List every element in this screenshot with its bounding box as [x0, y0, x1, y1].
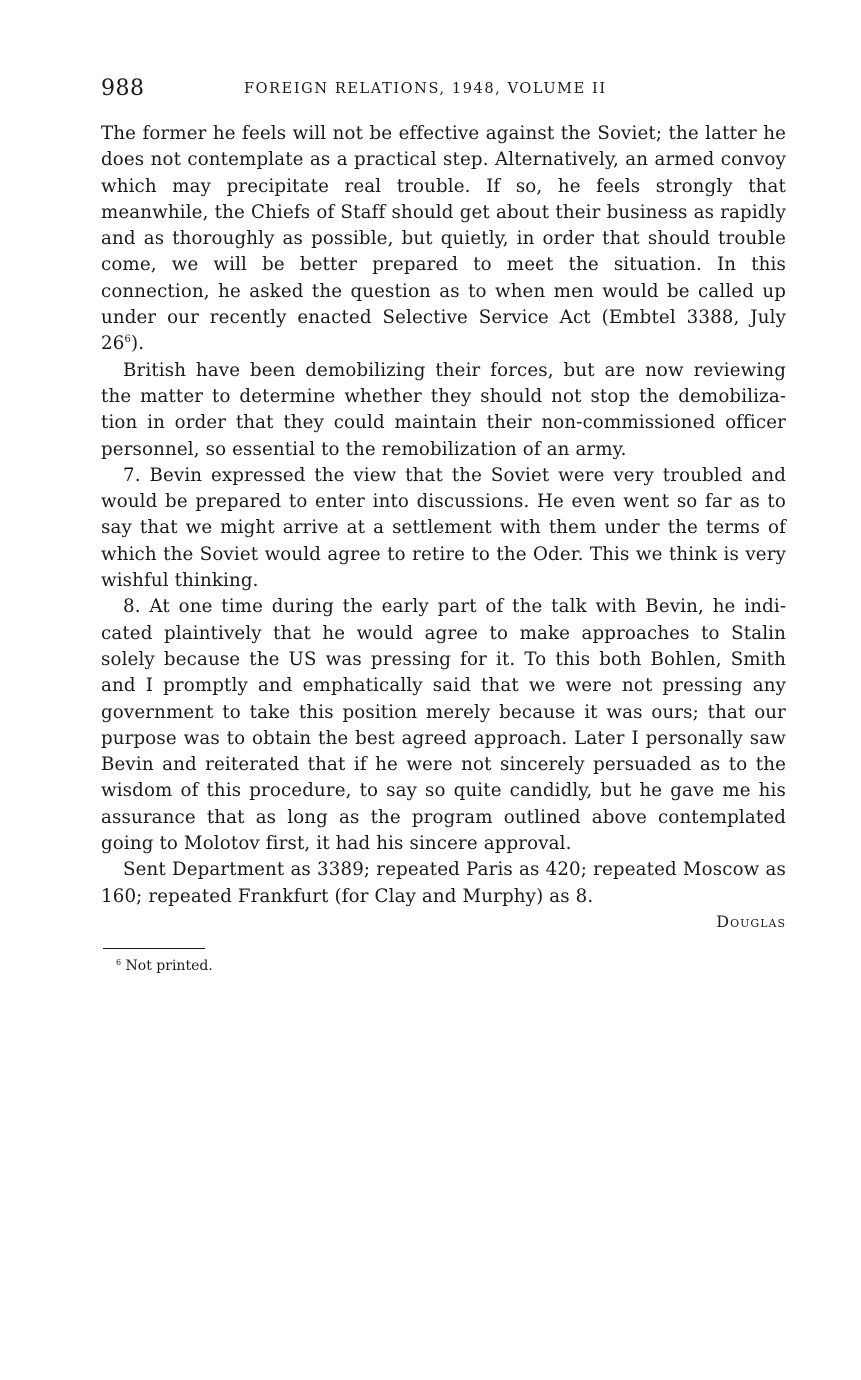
page-header	[101, 76, 791, 106]
signature: Douglas	[716, 912, 786, 931]
paragraph-4: 8. At one time during the early part of the talk with Bevin, he indicated plaintively that he would agree to make approaches to Stalin solely because the US was pressing for it. To this both Bohlen, Smith and I promptly and emphatically said that we were not pressing any government to take this position merely because it was ours; that our purpose was to obtain the best agreed approach. Later I personally saw Bevin and reiterated that if he were not sincerely persuaded as to the wisdom of this procedure, to say so quite candidly, but he gave me his assurance that as long as the program outlined above contemplated going to Molotov first, it had his sincere approval.	[101, 596, 786, 855]
footnote-reference: 6	[124, 334, 131, 346]
paragraph-1	[101, 121, 786, 358]
paragraph-1-closing: ).	[130, 333, 145, 355]
footnote-marker: 6	[116, 958, 122, 967]
page-number: 988	[101, 76, 145, 101]
paragraph-1-text: The former he feels will not be effective against the Soviet; the latter he does not contemplate as a practical step. Alternatively, an armed convoy which may precipitate real trouble. If so, he feels strongly that meanwhile, the Chiefs of Staff should get about their business as rapidly and as thoroughly as possible, but quietly, in order that should trouble come, we will be better prepared to meet the situation. In this connection, he asked the question as to when men would be called up under our recently enacted Selective Service Act (Embtel 3388, July 26	[101, 123, 786, 355]
paragraph-3: 7. Bevin expressed the view that the Soviet were very troubled and would be prepared to enter into discussions. He even went so far as to say that we might arrive at a settlement with them under the terms of which the Soviet would agree to retire to the Oder. This we think is very wishful thinking.	[101, 464, 786, 592]
footnote-divider	[103, 948, 205, 949]
footnote	[116, 958, 213, 974]
paragraph-5: Sent Department as 3389; repeated Paris as 420; repeated Moscow as 160; repeated Frankfurt (for Clay and Murphy) as 8.	[101, 859, 786, 907]
footnote-text: Not printed.	[125, 958, 213, 974]
paragraph-2: British have been demobilizing their forces, but are now reviewing the matter to determine whether they should not stop the demobilization in order that they could maintain their non-commissioned officer personnel, so essential to the remobilization of an army.	[101, 359, 786, 460]
body-text	[101, 121, 786, 910]
running-head: FOREIGN RELATIONS, 1948, VOLUME II	[244, 81, 607, 97]
